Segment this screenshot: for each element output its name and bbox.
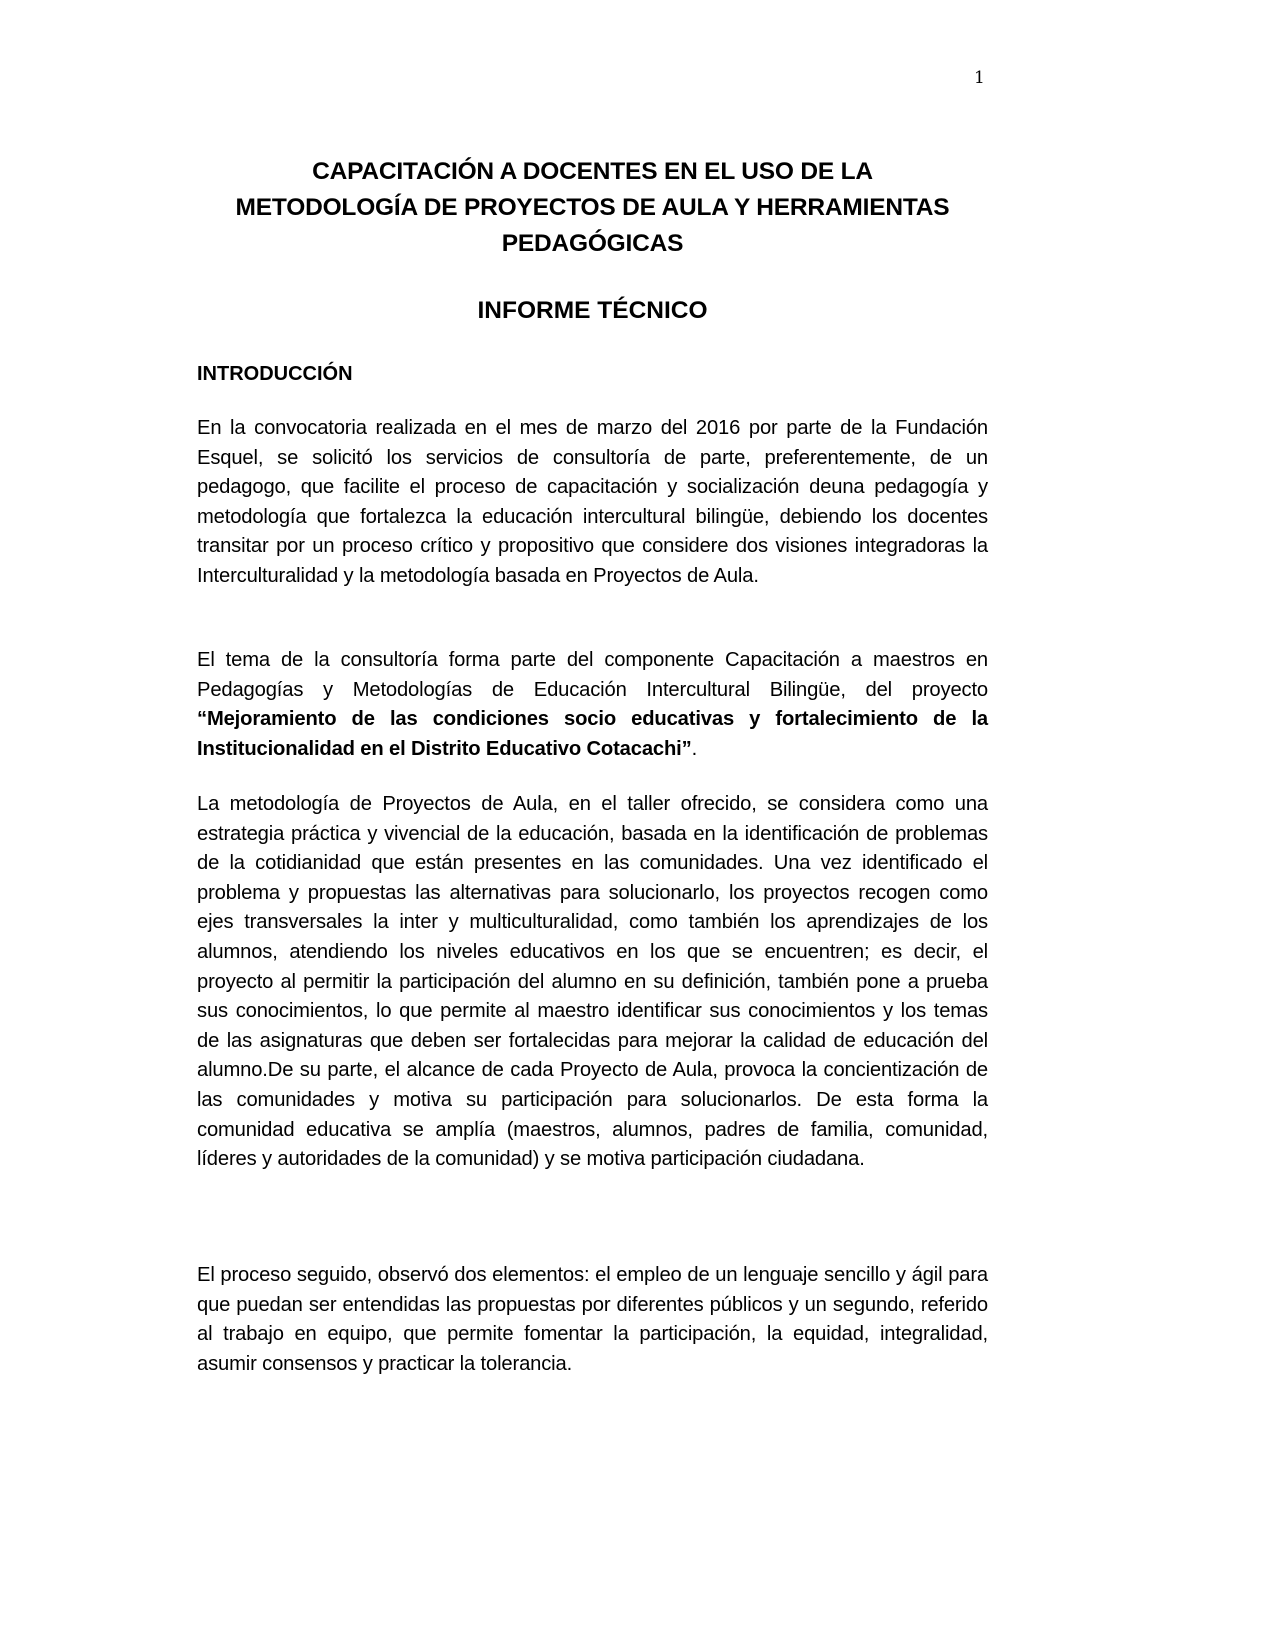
paragraph-2-text: El tema de la consultoría forma parte del componente Capacitación a maestros en Pedagogías y Metodologías de Educación Intercultural Bilingüe, del proyecto [197, 649, 988, 701]
paragraph-1: En la convocatoria realizada en el mes de marzo del 2016 por parte de la Fundación Esquel, se solicitó los servicios de consultoría de parte, preferentemente, de un pedagogo, que facilite el proceso de capacitación y socialización deuna pedagogía y metodología que fortalezca la educación intercultural bilingüe, debiendo los docentes transitar por un proceso crítico y propositivo que considere dos visiones integradoras la Interculturalidad y la metodología basada en Proyectos de Aula. [197, 417, 988, 587]
title-line-1: CAPACITACIÓN A DOCENTES EN EL USO DE LA [312, 158, 873, 185]
project-name-bold: “Mejoramiento de las condiciones socio educativas y fortalecimiento de la Institucionalidad en el Distrito Educativo Cotacachi” [197, 708, 988, 760]
title-line-3: PEDAGÓGICAS [501, 230, 684, 257]
paragraph-2-end: . [691, 737, 698, 760]
document-title [197, 154, 988, 262]
paragraph-4: El proceso seguido, observó dos elementos: el empleo de un lenguaje sencillo y ágil para que puedan ser entendidas las propuestas por diferentes públicos y un segundo, referido al trabajo en equipo, que permite fomentar la participación, la equidad, integralidad, asumir consensos y practicar la tolerancia. [197, 1264, 988, 1375]
title-line-2: METODOLOGÍA DE PROYECTOS DE AULA Y HERRAMIENTAS [235, 194, 950, 221]
paragraph-3: La metodología de Proyectos de Aula, en el taller ofrecido, se considera como una estrategia práctica y vivencial de la educación, basada en la identificación de problemas de la cotidianidad que están presentes en las comunidades. Una vez identificado el problema y propuestas las alternativas para solucionarlo, los proyectos recogen como ejes transversales la inter y multiculturalidad, como también los aprendizajes de los alumnos, atendiendo los niveles educativos en los que se encuentren; es decir, el proyecto al permitir la participación del alumno en su definición, también pone a prueba sus conocimientos, lo que permite al maestro identificar sus conocimientos y los temas de las asignaturas que deben ser fortalecidas para mejorar la calidad de educación del alumno.De su parte, el alcance de cada Proyecto de Aula, provoca la concientización de las comunidades y motiva su participación para solucionarlos. De esta forma la comunidad educativa se amplía (maestros, alumnos, padres de familia, comunidad, líderes y autoridades de la comunidad) y se motiva participación ciudadana. [197, 793, 988, 1171]
document-subtitle: INFORME TÉCNICO [477, 297, 708, 324]
section-heading-introduccion: INTRODUCCIÓN [197, 363, 353, 385]
page-number: 1 [974, 68, 985, 88]
paragraph-2 [197, 646, 988, 764]
